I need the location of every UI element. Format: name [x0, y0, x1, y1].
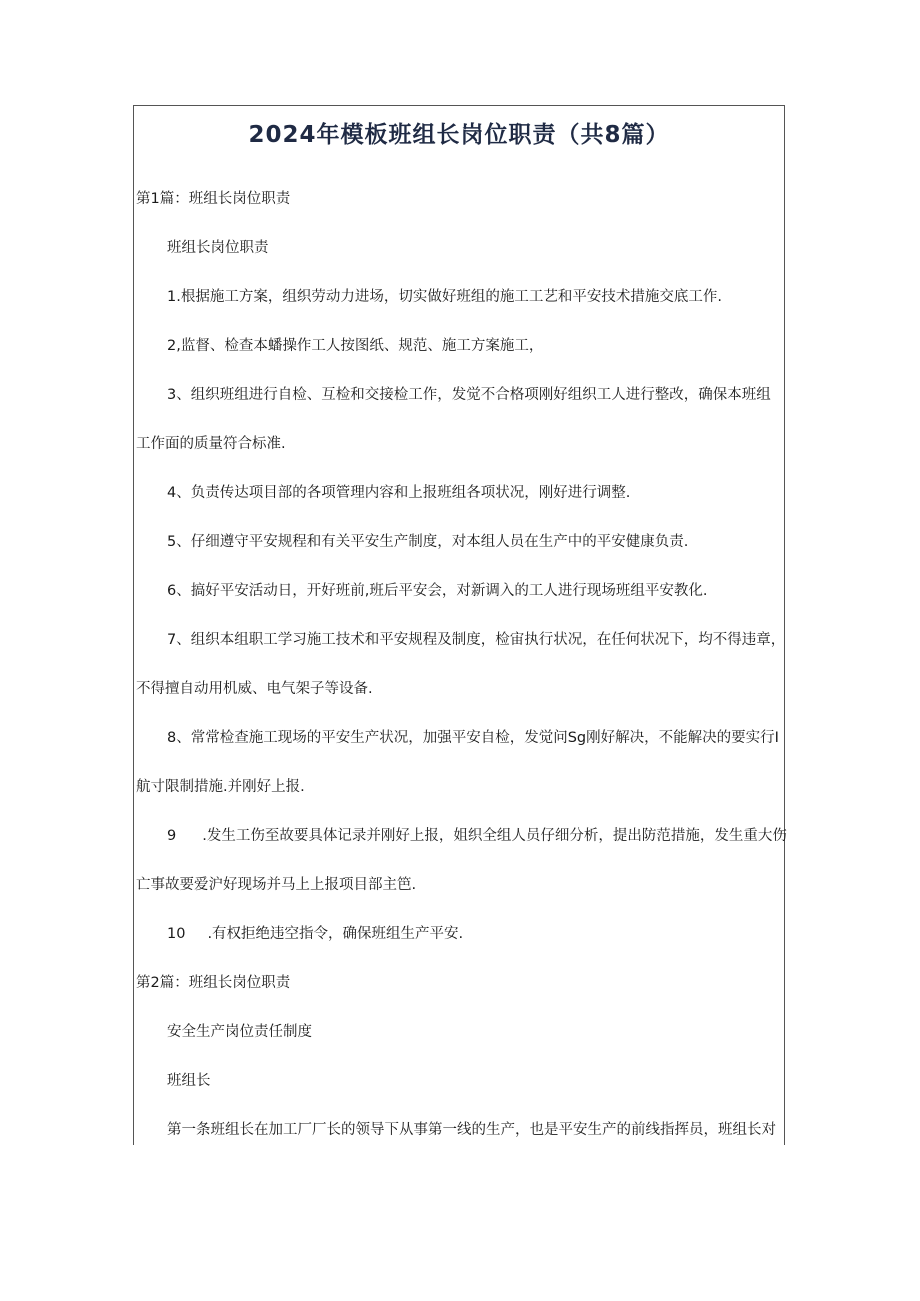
- subheading: 安全生产岗位责任制度: [167, 1024, 312, 1040]
- document-title: 2024年模板班组长岗位职责（共8篇）: [248, 122, 670, 148]
- paragraph-line: 5、仔细遵守平安规程和有关平安生产制度，对本组人员在生产中的平安健康负责.: [167, 534, 689, 550]
- item-number: 10: [167, 926, 186, 942]
- item-text: .发生工伤至故要具体记录并刚好上报，姐织全组人员仔细分析，提出防范措施，发生重大伤: [202, 828, 787, 844]
- paragraph-line: 1.根据施工方案，组织劳动力进场，切实做好班组的施工工艺和平安技术措施交底工作.: [167, 289, 722, 305]
- item-text: .有权拒绝违空指令，确保班组生产平安.: [207, 926, 464, 942]
- paragraph-line-continued: 工作面的质量符合标准.: [136, 436, 286, 452]
- paragraph-line: 第一条班组长在加工厂厂长的领导下从事第一线的生产，也是平安生产的前线指挥员，班组长对: [167, 1122, 776, 1138]
- paragraph-line: 8、常常检查施工现场的平安生产状况，加强平安自检，发觉问Sg刚好解决，不能解决的要实行I: [167, 730, 779, 746]
- paragraph-line-continued: 亡事故要爱沪好现场并马上上报项目部主笆.: [136, 877, 417, 893]
- paragraph-line: [167, 924, 463, 944]
- paragraph-line: 2,监督、检查本蟠操作工人按图纸、规范、施工方案施工，: [167, 338, 544, 354]
- item-number: 9: [167, 828, 177, 844]
- paragraph-line: [167, 826, 787, 846]
- paragraph-line: 7、组织本组职工学习施工技术和平安规程及制度，检宙执行状况，在任何状况下，均不得违章，: [167, 632, 786, 648]
- section-heading-2: 第2篇：班组长岗位职责: [136, 975, 291, 991]
- paragraph-line: 3、组织班组进行自检、互检和交接检工作，发觉不合格项刚好组织工人进行整改，确保本班组: [167, 387, 771, 403]
- section-heading-1: 第1篇：班组长岗位职责: [136, 191, 291, 207]
- paragraph-line-continued: 航寸限制措施.并刚好上报.: [136, 779, 305, 795]
- paragraph-line: 6、搞好平安活动日，开好班前,班后平安会，对新调入的工人进行现场班组平安教化.: [167, 583, 708, 599]
- paragraph-line-continued: 不得擅自动用机威、电气架子等设备.: [136, 681, 373, 697]
- subheading: 班组长岗位职责: [167, 240, 269, 256]
- paragraph-line: 4、负责传达项目部的各项管理内容和上报班组各项状况，刚好进行调整.: [167, 485, 631, 501]
- subheading: 班组长: [167, 1073, 211, 1089]
